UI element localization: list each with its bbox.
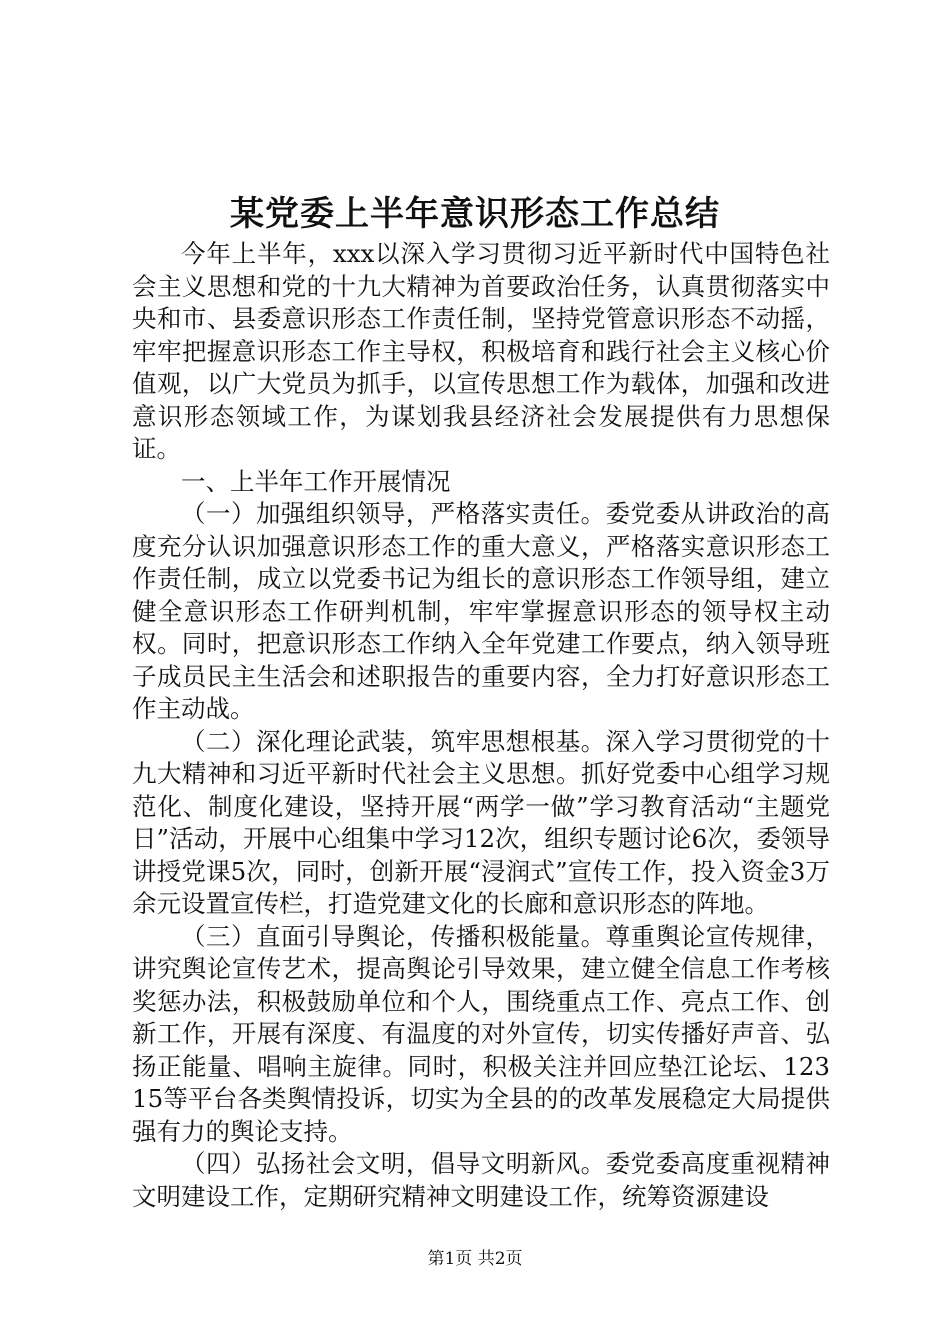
document-title: 某党委上半年意识形态工作总结 (230, 194, 720, 234)
page-footer: 第1页 共2页 (427, 1249, 523, 1269)
document-body (132, 238, 830, 1213)
item-paragraph-4: （四）弘扬社会文明，倡导文明新风。委党委高度重视精神文明建设工作，定期研究精神文明建设工作，统筹资源建设 (132, 1149, 830, 1211)
intro-paragraph: 今年上半年，xxx以深入学习贯彻习近平新时代中国特色社会主义思想和党的十九大精神为首要政治任务，认真贯彻落实中央和市、县委意识形态工作责任制，坚持党管意识形态不动摇，牢牢把握意识形态工作主导权，积极培育和践行社会主义核心价值观，以广大党员为抓手，以宣传思想工作为载体，加强和改进意识形态领域工作，为谋划我县经济社会发展提供有力思想保证。 (132, 239, 830, 463)
item-paragraph-3: （三）直面引导舆论，传播积极能量。尊重舆论宣传规律，讲究舆论宣传艺术，提高舆论引导效果，建立健全信息工作考核奖惩办法，积极鼓励单位和个人，围绕重点工作、亮点工作、创新工作，开展有深度、有温度的对外宣传，切实传播好声音、弘扬正能量、唱响主旋律。同时，积极关注并回应垫江论坛、12315等平台各类舆情投诉，切实为全县的的改革发展稳定大局提供强有力的舆论支持。 (132, 921, 830, 1146)
item-paragraph-2: （二）深化理论武装，筑牢思想根基。深入学习贯彻党的十九大精神和习近平新时代社会主义思想。抓好党委中心组学习规范化、制度化建设，坚持开展“两学一做”学习教育活动“主题党日”活动，开展中心组集中学习12次，组织专题讨论6次，委领导讲授党课5次，同时，创新开展“浸润式”宣传工作，投入资金3万余元设置宣传栏，打造党建文化的长廊和意识形态的阵地。 (132, 726, 830, 918)
section-heading: 一、上半年工作开展情况 (181, 466, 451, 496)
item-paragraph-1: （一）加强组织领导，严格落实责任。委党委从讲政治的高度充分认识加强意识形态工作的重大意义，严格落实意识形态工作责任制，成立以党委书记为组长的意识形态工作领导组，建立健全意识形态工作研判机制，牢牢掌握意识形态的领导权主动权。同时，把意识形态工作纳入全年党建工作要点，纳入领导班子成员民主生活会和述职报告的重要内容，全力打好意识形态工作主动战。 (132, 499, 830, 723)
